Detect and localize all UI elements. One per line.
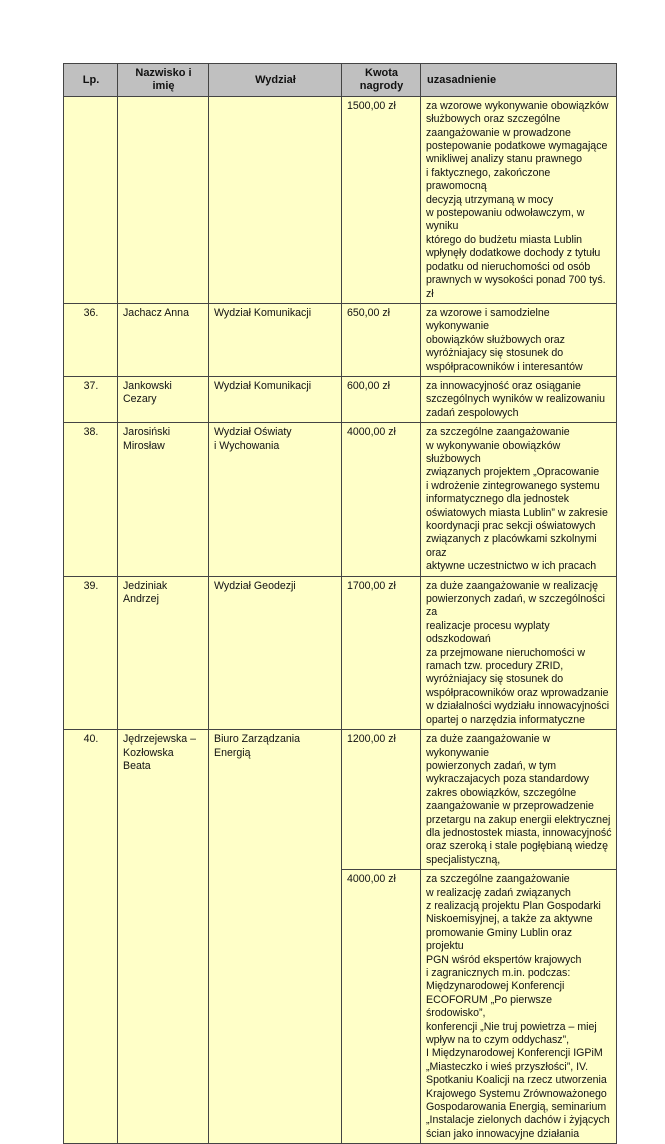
cell-reason: za wzorowe wykonywanie obowiązków służbowych oraz szczególne zaangażowanie w prowadzone postepowanie podatkowe wymagające wnikliwej analizy stanu prawnego i faktycznego, zakończone prawomocną decyzją utrzymaną w mocy w postepowaniu odwoławczym, w wyniku którego do budżetu miasta Lublin wpłynęły dodatkowe dochody z tytułu podatku od nieruchomości od osób prawnych w wysokości ponad 700 tyś. zł [421,96,617,303]
table-row [64,96,617,303]
header-reason: uzasadnienie [421,64,617,97]
header-name: Nazwisko i imię [118,64,209,97]
cell-name: Jedziniak Andrzej [118,576,209,729]
cell-lp: 36. [64,303,118,376]
header-lp: Lp. [64,64,118,97]
cell-department: Biuro Zarządzania Energią [209,730,342,1144]
cell-lp: 40. [64,730,118,1144]
cell-name [118,96,209,303]
cell-amount: 4000,00 zł [342,423,421,576]
cell-lp: 38. [64,423,118,576]
table-row [64,576,617,729]
cell-reason: za szczególne zaangażowanie w realizację zadań związanych z realizacją projektu Plan Gospodarki Niskoemisyjnej, a także za aktywne promowanie Gminy Lublin oraz projektu PGN wśród ekspertów krajowych i zagranicznych m.in. podczas: Międzynarodowej Konferencji ECOFORUM „Po pierwsze środowisko”, konferencji „Nie truj powietrza – miej wpływ na to czym oddychasz”, I Międzynarodowej Konferencji IGPiM „Miasteczko i wieś przyszłości”, IV. Spotkaniu Koalicji na rzecz utworzenia Krajowego Systemu Zrównoważonego Gospodarowania Energią, seminarium „Instalacje zielonych dachów i żyjących ścian jako innowacyjne działania [421,870,617,1144]
cell-amount: 1500,00 zł [342,96,421,303]
cell-reason: za innowacyjność oraz osiąganie szczególnych wyników w realizowaniu zadań zespolowych [421,376,617,422]
cell-amount: 650,00 zł [342,303,421,376]
cell-reason: za szczególne zaangażowanie w wykonywanie obowiązków służbowych związanych projektem „Opracowanie i wdrożenie zintegrowanego systemu informatycznego dla jednostek oświatowych miasta Lublin” w zakresie koordynacji prac sekcji oświatowych związanych z placówkami szkolnymi oraz aktywne uczestnictwo w ich pracach [421,423,617,576]
cell-department: Wydział Geodezji [209,576,342,729]
cell-amount: 1700,00 zł [342,576,421,729]
cell-name: Jankowski Cezary [118,376,209,422]
table-row [64,376,617,422]
header-amount: Kwota nagrody [342,64,421,97]
cell-amount: 600,00 zł [342,376,421,422]
cell-reason: za duże zaangażowanie w wykonywanie powierzonych zadań, w tym wykraczajacych poza standardowy zakres obowiązków, szczególne zaangażowanie w przeprowadzenie przetargu na zakup energii elektrycznej dla jednostostek miasta, innowacyjność oraz szeroką i stale pogłębianą wiedzę specjalistyczną, [421,730,617,870]
cell-lp: 37. [64,376,118,422]
cell-department: Wydział Oświaty i Wychowania [209,423,342,576]
cell-department [209,96,342,303]
cell-reason: za wzorowe i samodzielne wykonywanie obowiązków służbowych oraz wyróżniajacy się stosunek do współpracowników i interesantów [421,303,617,376]
cell-department: Wydział Komunikacji [209,376,342,422]
cell-lp: 39. [64,576,118,729]
header-row [64,64,617,97]
cell-reason: za duże zaangażowanie w realizację powierzonych zadań, w szczególności za realizacje procesu wyplaty odszkodowań za przejmowane nieruchomości w ramach tzw. procedury ZRID, wyróżniajacy się stosunek do współpracowników oraz wprowadzanie w działalności wydziału innowacyjności opartej o narzędzia informatyczne [421,576,617,729]
cell-department: Wydział Komunikacji [209,303,342,376]
cell-name: Jachacz Anna [118,303,209,376]
table-row [64,730,617,870]
cell-amount: 1200,00 zł [342,730,421,870]
awards-table [63,63,617,1144]
header-department: Wydział [209,64,342,97]
cell-lp [64,96,118,303]
table-row [64,303,617,376]
cell-amount: 4000,00 zł [342,870,421,1144]
cell-name: Jarosiński Mirosław [118,423,209,576]
cell-name: Jędrzejewska – Kozłowska Beata [118,730,209,1144]
table-row [64,423,617,576]
